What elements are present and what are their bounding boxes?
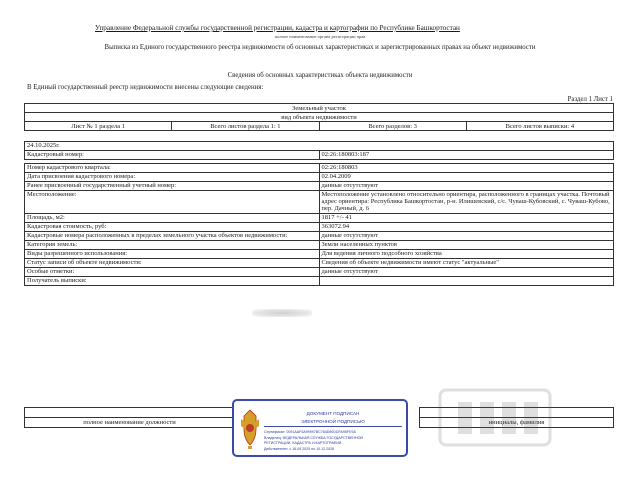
- position-blank: [25, 408, 235, 418]
- extract-date: 24.10.2025г.: [25, 142, 614, 151]
- sheet-info: Раздел 1 Лист 1: [567, 96, 613, 103]
- field-value: Сведения об объекте недвижимости имеют статус "актуальные": [319, 259, 614, 268]
- field-value: Местоположение установлено относительно ориентира, расположенного в границах участка. Почтовый адрес ориентира: Республика Башкортостан, р-н. Илишевский, с/с. Чуваш-Кубовский, с. Чуваш-Кубово, пер. Дачный, д. 6: [319, 191, 614, 214]
- sections-total: Всего разделов: 3: [319, 122, 466, 131]
- field-label: Местоположение:: [25, 191, 320, 214]
- field-value: данные отсутствуют: [319, 182, 614, 191]
- characteristics-table: [24, 141, 614, 286]
- recipient-value: [319, 277, 614, 286]
- field-label: Дата присвоения кадастрового номера:: [25, 173, 320, 182]
- watermark-icon: [430, 380, 560, 455]
- electronic-signature-stamp: [232, 399, 408, 457]
- field-label: Кадастровый номер:: [25, 151, 320, 160]
- sheets-total: Всего листов раздела 1: 1: [172, 122, 319, 131]
- field-label: Виды разрешенного использования:: [25, 250, 320, 259]
- field-value: 363072.94: [319, 223, 614, 232]
- field-label: Кадастровая стоимость, руб:: [25, 223, 320, 232]
- field-value: 02.04.2009: [319, 173, 614, 182]
- field-label: Получатель выписки:: [25, 277, 320, 286]
- field-value: данные отсутствуют: [319, 232, 614, 241]
- stamp-owner-2: РЕГИСТРАЦИИ, КАДАСТРА И КАРТОГРАФИИ: [264, 441, 342, 445]
- object-header-table: [24, 103, 614, 131]
- object-type-caption: вид объекта недвижимости: [25, 113, 614, 122]
- stamp-subtitle: ЭЛЕКТРОННОЙ ПОДПИСЬЮ: [301, 419, 365, 424]
- field-label: Площадь, м2:: [25, 214, 320, 223]
- stamp-certificate: Сертификат: 0091AAF5A99997BC784D90DDFA95FE9A: [264, 430, 356, 434]
- agency-name: Управление Федеральной службы государственной регистрации, кадастра и картографии по Республике Башкортостан: [95, 24, 460, 32]
- stamp-divider: [264, 426, 402, 427]
- field-label: Ранее присвоенный государственный учетный номер:: [25, 182, 320, 191]
- stamp-title: ДОКУМЕНТ ПОДПИСАН: [306, 411, 360, 416]
- object-type: Земельный участок: [25, 104, 614, 113]
- field-label: Категория земель:: [25, 241, 320, 250]
- field-value: 02:26:180803:187: [319, 151, 614, 160]
- field-label: Кадастровые номера расположенных в пределах земельного участка объектов недвижимости:: [25, 232, 320, 241]
- agency-note: полное наименование органа регистрации прав: [274, 34, 366, 39]
- extract-title: Выписка из Единого государственного реестра недвижимости об основных характеристиках и зарегистрированных правах на объект недвижимости: [104, 44, 536, 51]
- signer-caption: инициалы, фамилия: [420, 418, 614, 428]
- field-value: Для ведения личного подсобного хозяйства: [319, 250, 614, 259]
- intro-text: В Единый государственный реестр недвижимости внесены следующие сведения:: [27, 84, 264, 91]
- field-value: данные отсутствуют: [319, 268, 614, 277]
- sheet-number: Лист № 1 раздела 1: [25, 122, 172, 131]
- field-value: 1817 +/- 41: [319, 214, 614, 223]
- stamp-owner-1: Владелец: ФЕДЕРАЛЬНАЯ СЛУЖБА ГОСУДАРСТВЕННОЙ: [264, 436, 363, 440]
- field-value: Земли населенных пунктов: [319, 241, 614, 250]
- extract-sheets-total: Всего листов выписки: 4: [466, 122, 613, 131]
- redacted-recipient: [252, 309, 312, 317]
- field-label: Номер кадастрового квартала:: [25, 164, 320, 173]
- field-label: Особые отметки:: [25, 268, 320, 277]
- stamp-validity: Действителен: с 16.09.2025 по 10.12.2026: [264, 447, 335, 451]
- field-value: 02:26:180803: [319, 164, 614, 173]
- section-title: Сведения об основных характеристиках объекта недвижимости: [227, 72, 413, 79]
- position-caption: полное наименование должности: [25, 418, 235, 428]
- field-label: Статус записи об объекте недвижимости:: [25, 259, 320, 268]
- coat-of-arms-icon: [239, 407, 261, 451]
